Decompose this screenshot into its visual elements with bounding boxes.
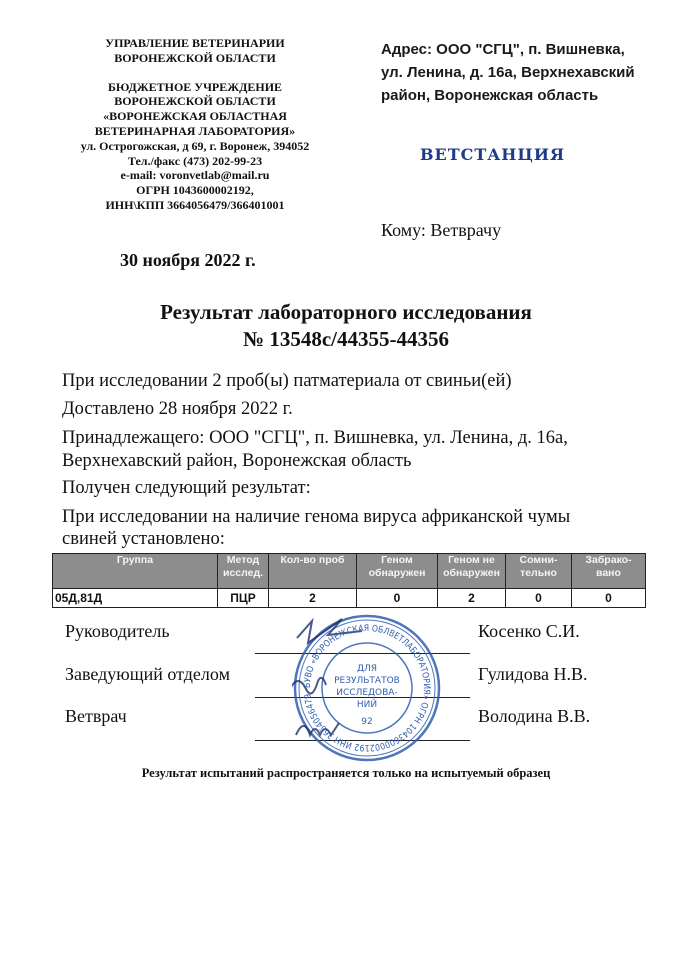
cell-detected: 0 xyxy=(357,589,438,608)
table-header-row xyxy=(53,554,646,589)
cell-not-detected: 2 xyxy=(438,589,506,608)
org-line: «ВОРОНЕЖСКАЯ ОБЛАСТНАЯ xyxy=(103,109,287,124)
col-header: Геном не обнаружен xyxy=(438,554,506,589)
sender-header xyxy=(40,36,350,213)
sender-phone: Тел./факс (473) 202-99-23 xyxy=(127,153,263,168)
seal-inner-text: НИЙ xyxy=(356,700,378,710)
body-line: Получен следующий результат: xyxy=(62,478,311,498)
body-line: свиней установлено: xyxy=(62,529,225,549)
col-header: Метод исслед. xyxy=(218,554,269,589)
body-line: При исследовании 2 проб(ы) патматериала от свиньи(ей) xyxy=(62,371,512,391)
cell-count: 2 xyxy=(269,589,357,608)
org-line: ВЕТЕРИНАРНАЯ ЛАБОРАТОРИЯ» xyxy=(94,123,296,138)
seal-outer-text: БУВО «ВОРОНЕЖСКАЯ ОБЛВЕТЛАБОРАТОРИЯ» ОГРН 1043600002192 ИНН 3664056479 xyxy=(302,623,432,753)
seal-inner-text: РЕЗУЛЬТАТОВ xyxy=(334,676,400,686)
address-line: район, Воронежская область xyxy=(381,87,599,104)
body-line: Принадлежащего: ООО "СГЦ", п. Вишневка, ул. Ленина, д. 16а, xyxy=(62,428,568,448)
seal-inner-text: ДЛЯ xyxy=(356,664,378,674)
org-line: БЮДЖЕТНОЕ УЧРЕЖДЕНИЕ xyxy=(107,79,283,94)
col-header: Сомни-тельно xyxy=(506,554,572,589)
signature-role: Заведующий отделом xyxy=(65,664,230,684)
results-table xyxy=(52,553,646,608)
dept-line: УПРАВЛЕНИЕ ВЕТЕРИНАРИИ xyxy=(105,36,285,50)
col-header: Геном обнаружен xyxy=(357,554,438,589)
vetstation-stamp: ВЕТСТАНЦИЯ xyxy=(420,145,566,164)
sender-email: e-mail: voronvetlab@mail.ru xyxy=(120,168,270,183)
address-line: ул. Ленина, д. 16а, Верхнехавский xyxy=(381,64,635,81)
cell-group: 05Д,81Д xyxy=(53,589,218,608)
official-seal xyxy=(292,613,442,763)
body-line: Доставлено 28 ноября 2022 г. xyxy=(62,399,293,419)
dept-line: ВОРОНЕЖСКОЙ ОБЛАСТИ xyxy=(114,50,276,65)
cell-doubtful: 0 xyxy=(506,589,572,608)
seal-inner-text: ИССЛЕДОВА- xyxy=(336,688,398,698)
seal-number: 92 xyxy=(361,717,373,727)
signature-role: Ветврач xyxy=(65,706,127,726)
address-line: Адрес: ООО "СГЦ", п. Вишневка, xyxy=(381,41,625,58)
col-header: Группа xyxy=(53,554,218,589)
sender-address: ул. Острогожская, д 69, г. Воронеж, 394052 xyxy=(80,138,310,153)
document-date: 30 ноября 2022 г. xyxy=(120,250,256,270)
cell-method: ПЦР xyxy=(218,589,269,608)
col-header: Забрако-вано xyxy=(572,554,646,589)
signature-name: Володина В.В. xyxy=(478,706,591,726)
col-header: Кол-во проб xyxy=(269,554,357,589)
recipient-to: Кому: Ветврачу xyxy=(381,220,502,240)
sender-ogrn: ОГРН 1043600002192, xyxy=(136,183,254,198)
body-line: При исследовании на наличие генома вируса африканской чумы xyxy=(62,507,571,527)
footer-note: Результат испытаний распространяется только на испытуемый образец xyxy=(141,766,551,780)
signature-role: Руководитель xyxy=(65,621,170,641)
signature-name: Косенко С.И. xyxy=(478,621,580,641)
cell-rejected: 0 xyxy=(572,589,646,608)
signature-name: Гулидова Н.В. xyxy=(478,664,588,684)
table-row xyxy=(53,589,646,608)
recipient-address xyxy=(381,38,635,107)
document-title xyxy=(0,299,692,353)
body-line: Верхнехавский район, Воронежская область xyxy=(62,451,412,471)
sender-inn: ИНН\КПП 3664056479/366401001 xyxy=(105,197,285,212)
result-number: № 13548с/44355-44356 xyxy=(242,327,449,351)
org-line: ВОРОНЕЖСКОЙ ОБЛАСТИ xyxy=(114,94,276,109)
title-line: Результат лабораторного исследования xyxy=(160,300,532,324)
